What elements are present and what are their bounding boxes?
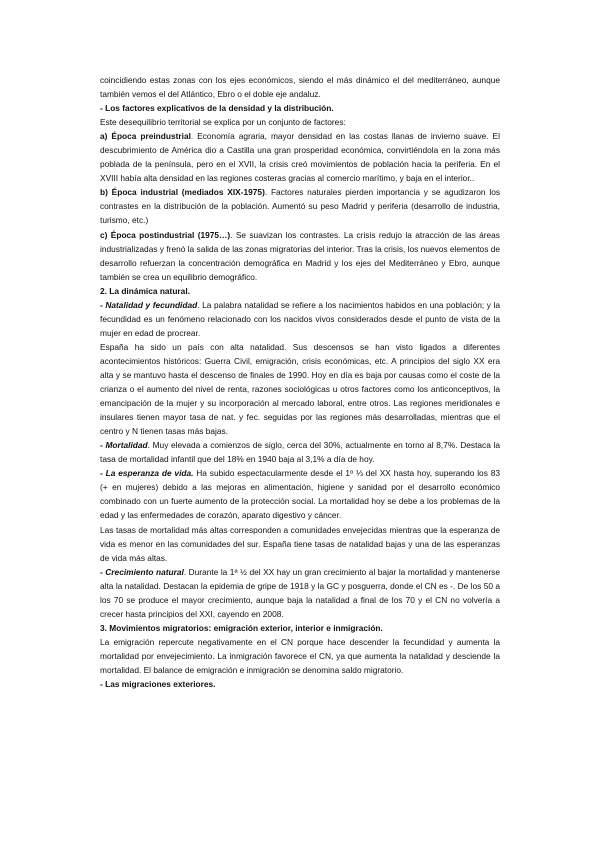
item-marker: b) [100,187,112,198]
paragraph-ejes-economicos [100,73,500,101]
item-esperanza-vida [100,466,500,522]
item-epoca-preindustrial [100,129,500,185]
item-title: Mortalidad [105,440,148,451]
item-text: . Economía agraria, mayor densidad en las costas llanas de invierno suave. El descubrimiento de América dio a Castilla una gran prosperidad económica, convirtiéndola en la zona más poblada de la península, pero en el XVII, la crisis creó movimientos de población hacia la periferia. En el XVIII había alta densidad en las regiones costeras gracias al comercio marítimo, y baja en el interior.. [100,131,500,184]
item-text: . Durante la 1ª ½ del XX hay un gran crecimiento al bajar la mortalidad y mantenerse alta la natalidad. Destacan la epidemia de gripe de 1918 y la GC y posguerra, donde el CN es -. De los 50 a los 70 se produce el mayor crecimiento, aunque baja la natalidad a final de los 70 y el CN no volvería a crecer hasta principios del XXI, cayendo en 2008. [100,566,500,619]
item-mortalidad [100,438,500,466]
heading-dinamica-natural [100,284,500,298]
item-epoca-industrial [100,185,500,227]
heading-factores-explicativos [100,101,500,115]
item-marker: - [100,440,106,451]
item-marker: - [100,299,106,310]
heading-text: 3. Movimientos migratorios: emigración exterior, interior e inmigración. [100,622,383,633]
item-marker: - [100,566,106,577]
paragraph-espana-natalidad [100,340,500,438]
item-crecimiento-natural [100,565,500,621]
paragraph-text: La emigración repercute negativamente en el CN porque hace descender la fecundidad y aumenta la mortalidad por envejecimiento. La inmigración favorece el CN, ya que aumenta la natalidad y desciende la mortalidad. El balance de emigración e inmigración se denomina saldo migratorio. [100,636,500,675]
item-epoca-postindustrial [100,228,500,284]
heading-movimientos-migratorios [100,621,500,635]
paragraph-text: España ha sido un país con alta natalidad. Sus descensos se han visto ligados a diferentes acontecimientos históricos: Guerra Civil, emigración, crisis económicas, etc. A principios del siglo XX era alta y se mantuvo hasta el descenso de finales de 1990. Hoy en día es baja por causas como el coste de la crianza o el aumento del nivel de renta, razones sociológicas u otros factores como los anticonceptivos, la emancipación de la mujer y su incorporación al mercado laboral, entre otros. Las regiones meridionales e insulares tienen mayor tasa de nat. y fec. seguidas por las regiones más desarrolladas, mientras que el centro y N tienen tasas más bajas. [100,341,500,437]
item-marker: a) [100,131,112,142]
item-title: Época preindustrial [111,131,191,142]
item-marker: c) [100,229,111,240]
paragraph-text: Este desequilibrio territorial se explica por un conjunto de factores: [100,117,346,128]
paragraph-desequilibrio [100,115,500,129]
paragraph-text: coincidiendo estas zonas con los ejes económicos, siendo el más dinámico el del mediterráneo, aunque también vemos el del Atlántico, Ebro o el doble eje andaluz. [100,75,500,100]
heading-migraciones-exteriores [100,677,500,691]
paragraph-text: Las tasas de mortalidad más altas corresponden a comunidades envejecidas mientras que la esperanza de vida es menor en las comunidades del sur. España tiene tasas de natalidad bajas y una de las esperanzas de vida más altas. [100,524,500,563]
item-text: Ha subido espectacularmente desde el 1º ⅓ del XX hasta hoy, superando los 83 (+ en mujeres) debido a las mejoras en alimentación, higiene y sanidad por el desarrollo económico combinado con un fuerte aumento de la protección social. La mortalidad hoy se debe a los problemas de la edad y las enfermedades de corazón, aparato digestivo y cáncer. [100,468,500,521]
item-title: Época industrial (mediados XIX-1975) [111,187,265,198]
item-title: Crecimiento natural [105,566,184,577]
item-title: Época postindustrial (1975…) [110,229,231,240]
item-text: . La palabra natalidad se refiere a los nacimientos habidos en una población; y la fecundidad es un fenómeno relacionado con los nacidos vivos considerados desde el punto de vista de la mujer en edad de procrear. [100,299,500,338]
item-text: . Se suavizan los contrastes. La crisis redujo la atracción de las áreas industrializadas y frenó la salida de las zonas migratorias del interior. Tras la crisis, los nuevos elementos de desarrollo refuerzan la concentración demográfica en Madrid y los ejes del Mediterráneo y Ebro, aunque también se crea un equilibrio demográfico. [100,229,500,282]
item-natalidad-fecundidad [100,298,500,340]
paragraph-emigracion [100,635,500,677]
item-title: La esperanza de vida. [105,468,194,479]
document-body [100,73,500,691]
item-text: . Muy elevada a comienzos de siglo, cerca del 30%, actualmente en torno al 8,7%. Destaca la tasa de mortalidad infantil que del 18% en 1940 baja al 3,1% a día de hoy. [100,440,500,465]
item-marker: - [100,468,106,479]
heading-text: - Los factores explicativos de la densidad y la distribución. [100,103,334,114]
item-text: . Factores naturales pierden importancia y se agudizaron los contrastes en la distribución de la población. Aumentó su peso Madrid y periferia (desarrollo de industria, turismo, etc.) [100,187,501,226]
heading-text: - Las migraciones exteriores. [100,679,216,690]
paragraph-tasas-mortalidad [100,523,500,565]
heading-text: 2. La dinámica natural. [100,285,190,296]
item-title: Natalidad y fecundidad [105,299,198,310]
